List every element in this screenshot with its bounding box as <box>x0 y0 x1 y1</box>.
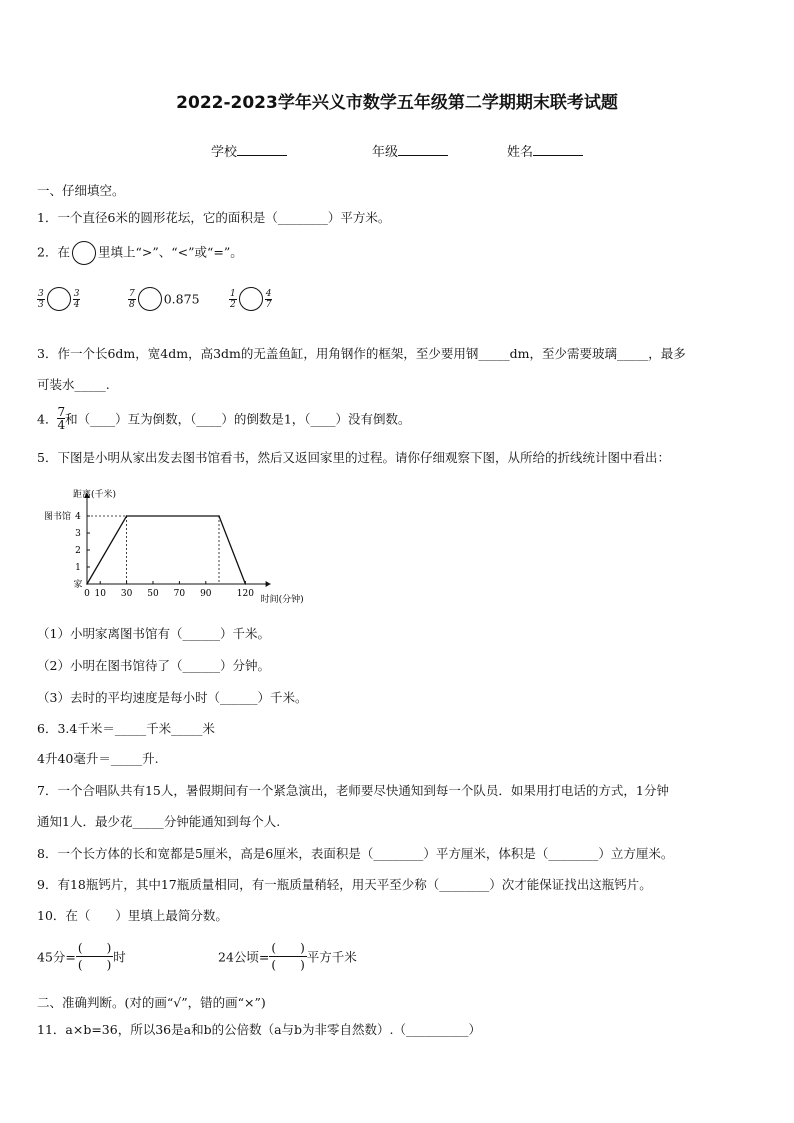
name-field[interactable] <box>507 141 583 160</box>
data-point <box>86 583 88 585</box>
x-tick-label: 0 <box>84 589 90 599</box>
question-8: 8．一个长方体的长和宽都是5厘米，高是6厘米，表面积是（________）平方厘米，体积是（________）立方厘米。 <box>37 846 674 861</box>
y-tick-label: 1 <box>75 563 81 573</box>
compare-item-2: $\frac{7}{8}$ 0.875 <box>129 288 200 310</box>
y-tick-label: 3 <box>75 529 81 539</box>
section-heading-1: 一、仔细填空。 <box>37 183 125 198</box>
compare-item-3: $\frac{1}{2}$ $\frac{4}{7}$ <box>230 288 272 310</box>
x-tick-label: 120 <box>236 589 254 599</box>
q2-prefix: 2．在 <box>37 244 70 260</box>
q2-suffix: 里填上“>”、“<”或“=”。 <box>97 244 243 260</box>
compare-circle[interactable] <box>138 287 162 311</box>
question-5-1: （1）小明家离图书馆有（______）千米。 <box>37 626 270 641</box>
question-7-line1: 7．一个合唱队共有15人，暑假期间有一个紧急演出，老师要尽快通知到每一个队员．如果用打电话的方式，1分钟 <box>37 783 669 798</box>
x-tick-label: 70 <box>173 589 186 599</box>
compare-circle[interactable] <box>239 287 263 311</box>
page-title: 2022-2023学年兴义市数学五年级第二学期期末联考试题 <box>176 93 618 113</box>
question-10: 10．在（ ）里填上最简分数。 <box>37 908 228 923</box>
x-tick-label: 10 <box>94 589 106 599</box>
school-field[interactable] <box>211 141 287 160</box>
question-10-a: 45分= ( ) ( ) 时 <box>37 941 126 972</box>
question-5-3: （3）去时的平均速度是每小时（______）千米。 <box>37 690 308 705</box>
section-heading-2: 二、准确判断。(对的画“√”，错的画“×”) <box>37 995 266 1010</box>
data-point <box>245 583 247 585</box>
y-top-label: 图书馆 <box>43 512 71 522</box>
compare-circle[interactable] <box>72 241 96 265</box>
data-point <box>218 515 220 517</box>
question-7-line2: 通知1人．最少花_____分钟能通知到每个人. <box>37 814 281 829</box>
question-6-line1: 6．3.4千米＝_____千米_____米 <box>37 721 215 736</box>
question-4: 4． $\frac{7}{4}$ 和（____）互为倒数，（____）的倒数是1，（____）没有倒数。 <box>37 405 411 432</box>
y-axis-label: 距离(千米) <box>73 490 117 500</box>
question-1: 1．一个直径6米的圆形花坛，它的面积是（________）平方米。 <box>37 210 391 225</box>
compare-circle[interactable] <box>47 287 71 311</box>
grade-field[interactable] <box>372 141 448 160</box>
question-6-line2: 4升40毫升＝_____升. <box>37 751 159 766</box>
y-origin-label: 家 <box>73 580 83 590</box>
y-tick-label: 2 <box>75 546 81 556</box>
distance-line <box>87 516 245 584</box>
y-tick-label: 4 <box>75 512 81 522</box>
distance-time-chart <box>40 472 340 612</box>
question-2 <box>37 241 243 265</box>
question-9: 9．有18瓶钙片，其中17瓶质量相同，有一瓶质量稍轻，用天平至少称（________）次才能保证找出这瓶钙片。 <box>37 877 652 892</box>
x-tick-label: 90 <box>200 589 212 599</box>
school-label: 学校 <box>211 145 238 160</box>
x-tick-label: 30 <box>120 589 133 599</box>
x-axis-label: 时间(分钟) <box>260 595 304 605</box>
grade-label: 年级 <box>372 145 399 160</box>
x-tick-label: 50 <box>147 589 159 599</box>
question-10-b: 24公顷= ( ) ( ) 平方千米 <box>218 941 357 972</box>
name-label: 姓名 <box>507 145 534 160</box>
compare-item-1: $\frac{3}{3}$ $\frac{3}{4}$ <box>38 288 80 310</box>
question-3-line1: 3．作一个长6dm，宽4dm，高3dm的无盖鱼缸，用角钢作的框架，至少要用钢_____dm，至少需要玻璃_____，最多 <box>37 346 686 361</box>
question-5-2: （2）小明在图书馆待了（______）分钟。 <box>37 658 270 673</box>
x-axis-arrow <box>266 581 271 587</box>
question-5: 5．下图是小明从家出发去图书馆看书，然后又返回家里的过程。请你仔细观察下图，从所给的折线统计图中看出： <box>37 450 670 465</box>
data-point <box>126 515 128 517</box>
question-11: 11．a×b=36，所以36是a和b的公倍数（a与b为非零自然数）.（__________） <box>37 1022 482 1037</box>
question-3-line2: 可装水_____. <box>37 377 110 392</box>
